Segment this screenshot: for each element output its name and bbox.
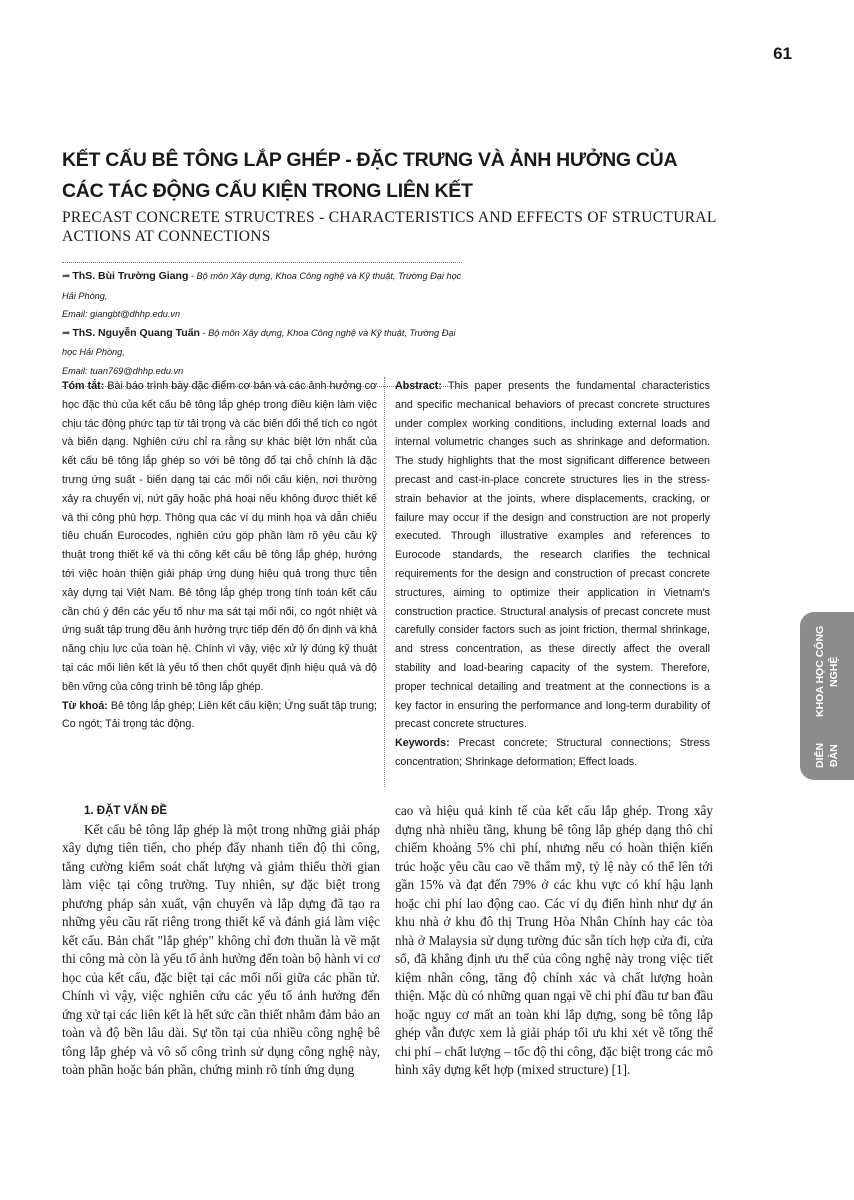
abstract-en <box>395 377 710 772</box>
body-column-left <box>62 802 380 1080</box>
author-block <box>62 262 462 387</box>
section-heading: 1. ĐẶT VẤN ĐỀ <box>84 805 168 817</box>
abstract-vi-label: Tóm tắt: <box>62 380 105 392</box>
article-title-vi: KẾT CẤU BÊ TÔNG LẮP GHÉP - ĐẶC TRƯNG VÀ ẢNH HƯỞNG CỦA CÁC TÁC ĐỘNG CẤU KIỆN TRONG LIÊN KẾT <box>62 149 677 202</box>
arrow-icon: ➦ <box>62 327 71 339</box>
abstract-vi-text: Bài báo trình bày đặc điểm cơ bản và các ảnh hưởng cơ học đặc thù của kết cấu bê tông lắp ghép trong điều kiện làm việc chịu tác động phức tạp từ tải trọng và các biến đổi thể tích co ngót và biến dạng. Nghiên cứu chỉ ra rằng sự khác biệt lớn nhất của kết cấu bê tông lắp ghép so với bê tông đổ tại chỗ chính là đặc trưng ứng suất - biến dạng tại các mối nối cấu kiện, nơi thường xảy ra chuyển vị, nứt gãy hoặc phá hoại nếu không được thiết kế và thi công phù hợp. Thông qua các ví dụ minh họa và dẫn chiếu tiêu chuẩn Eurocodes, nghiên cứu góp phần làm rõ yêu cầu kỹ thuật trong thiết kế và thi công kết cấu bê tông lắp ghép, hướng tới việc hoàn thiện giải pháp ứng dụng hiệu quả trong thực tiễn xây dựng tại Việt Nam. Bê tông lắp ghép trong tính toán kết cấu cần chú ý đến các yếu tố như ma sát tại mối nối, co ngót nhiệt và ứng suất tập trung đều ảnh hưởng trực tiếp đến độ ổn định và khả năng chịu lực của toàn hệ. Chính vì vậy, việc xử lý đúng kỹ thuật tại các mối liên kết là yếu tố then chốt quyết định hiệu quả và độ bền vững của công trình bê tông lắp ghép. <box>62 380 377 693</box>
keywords-vi-text: Bê tông lắp ghép; Liên kết cấu kiện; Ứng suất tập trung; Co ngót; Tải trọng tác động. <box>62 699 377 731</box>
side-tab-line1: DIỄN ĐÀN <box>814 743 840 769</box>
section-side-tab <box>800 612 854 780</box>
column-divider <box>384 377 385 787</box>
keywords-en <box>395 734 710 772</box>
body-column-right <box>395 802 713 1080</box>
article-title-en: PRECAST CONCRETE STRUCTRES - CHARACTERISTICS AND EFFECTS OF STRUCTURAL ACTIONS AT CONNECTIONS <box>62 209 717 245</box>
side-tab-line2: KHOA HỌC CÔNG NGHỆ <box>814 626 840 718</box>
abstract-en-label: Abstract: <box>395 380 442 392</box>
author-line <box>62 267 462 305</box>
arrow-icon: ➦ <box>62 271 71 282</box>
page-number: 61 <box>773 44 792 63</box>
author-name: ThS. Bùi Trường Giang <box>72 270 189 282</box>
author-name: ThS. Nguyễn Quang Tuấn <box>72 326 200 339</box>
abstract-en-text: This paper presents the fundamental characteristics and specific mechanical behaviors of precast concrete structures under complex working conditions, including external loads and internal volumetric changes such as shrinkage and deformation. The study highlights that the most significant difference between precast and cast-in-place concrete structures lies in the stress-strain behavior at the joints, where displacements, cracking, or failure may occur if the design and construction are not properly executed. Through illustrative examples and references to Eurocode standards, the research clarifies the technical requirements for the design and construction of precast concrete structures, aiming to optimize their application in Vietnam's construction practice. Structural analysis of precast concrete must carefully consider factors such as joint friction, thermal shrinkage, and stress concentration, as these directly affect the overall stability and load-bearing capacity of the system. Therefore, proper technical detailing and treatment at the connections is a key factor in ensuring the performance and long-term durability of precast concrete structures. <box>395 380 710 731</box>
keywords-en-text: Precast concrete; Structural connections; Stress concentration; Shrinkage deformation; Effect loads. <box>395 737 710 768</box>
keywords-en-label: Keywords: <box>395 737 450 750</box>
body-paragraph: cao và hiệu quả kinh tế của kết cấu lắp ghép. Trong xây dựng nhà nhiều tầng, khung bê tông lắp ghép dạng thô chỉ chiếm khoảng 5% chi phí, nhưng nếu có hoàn thiện kiến trúc hoặc yêu cầu cao về thẩm mỹ, tỷ lệ này có thể lên tới gần 15% và đạt đến 79% ở các khu vực có khí hậu lạnh hoặc chi phí lao động cao. Các ví dụ điển hình như dự án khu nhà ở khu đô thị Trung Hòa Nhân Chính hay các tòa nhà ở Malaysia sử dụng tường đúc sẵn tích hợp cửa đi, cửa sổ, đã khẳng định ưu thế của công nghệ này trong việc tiết kiệm nhân công, tăng độ chính xác và chất lượng hoàn thiện. Mặc dù có những quan ngại về chi phí đầu tư ban đầu hoặc nguy cơ mất an toàn khi lắp dựng, song bê tông lắp ghép vẫn được xem là giải pháp tối ưu khi xét về tổng thể chi phí – chất lượng – tốc độ thi công, đặc biệt trong các mô hình xây dựng kết hợp (mixed structure) [1]. <box>395 803 713 1077</box>
author-affiliation: - Bộ môn Xây dựng, Khoa Công nghệ và Kỹ thuật, Trường Đại học Hải Phòng, <box>62 327 456 357</box>
body-paragraph: Kết cấu bê tông lắp ghép là một trong những giải pháp xây dựng tiên tiến, cho phép đẩy nhanh tiến độ thi công, tăng cường kiểm soát chất lượng và giảm thiểu thời gian làm việc tại công trường. Tuy nhiên, sự đặc biệt trong phương pháp sản xuất, vận chuyển và lắp dựng đã tạo ra những yêu cầu rất riêng trong thiết kế và đánh giá làm việc kết cấu. Bản chất "lắp ghép" không chỉ đơn thuần là về mặt thi công mà còn là yếu tố ảnh hưởng đến toàn bộ hành vi cơ học của kết cấu, đặc biệt tại các mối nối giữa các phần tử. Chính vì vậy, việc nghiên cứu các yếu tố ảnh hưởng đến ứng xử tại các liên kết là hết sức cần thiết nhằm đảm bảo an toàn và độ bền lâu dài. Sự tồn tại của nhiều công nghệ bê tông lắp ghép và vô số công trình sử dụng công nghệ này, toàn phần hoặc bán phần, chứng minh rõ tính ứng dụng <box>62 821 380 1077</box>
abstract-vi-body <box>62 377 377 697</box>
abstract-en-body <box>395 377 710 734</box>
abstract-vi <box>62 377 377 734</box>
keywords-vi <box>62 697 377 735</box>
keywords-vi-label: Từ khoá: <box>62 699 108 712</box>
author-affiliation: - Bộ môn Xây dựng, Khoa Công nghệ và Kỹ thuật, Trường Đại học Hải Phòng, <box>62 271 462 301</box>
author-email: Email: tuan769@dhhp.edu.vn <box>62 365 184 376</box>
author-email: Email: giangbt@dhhp.edu.vn <box>62 309 181 319</box>
author-line <box>62 324 462 362</box>
